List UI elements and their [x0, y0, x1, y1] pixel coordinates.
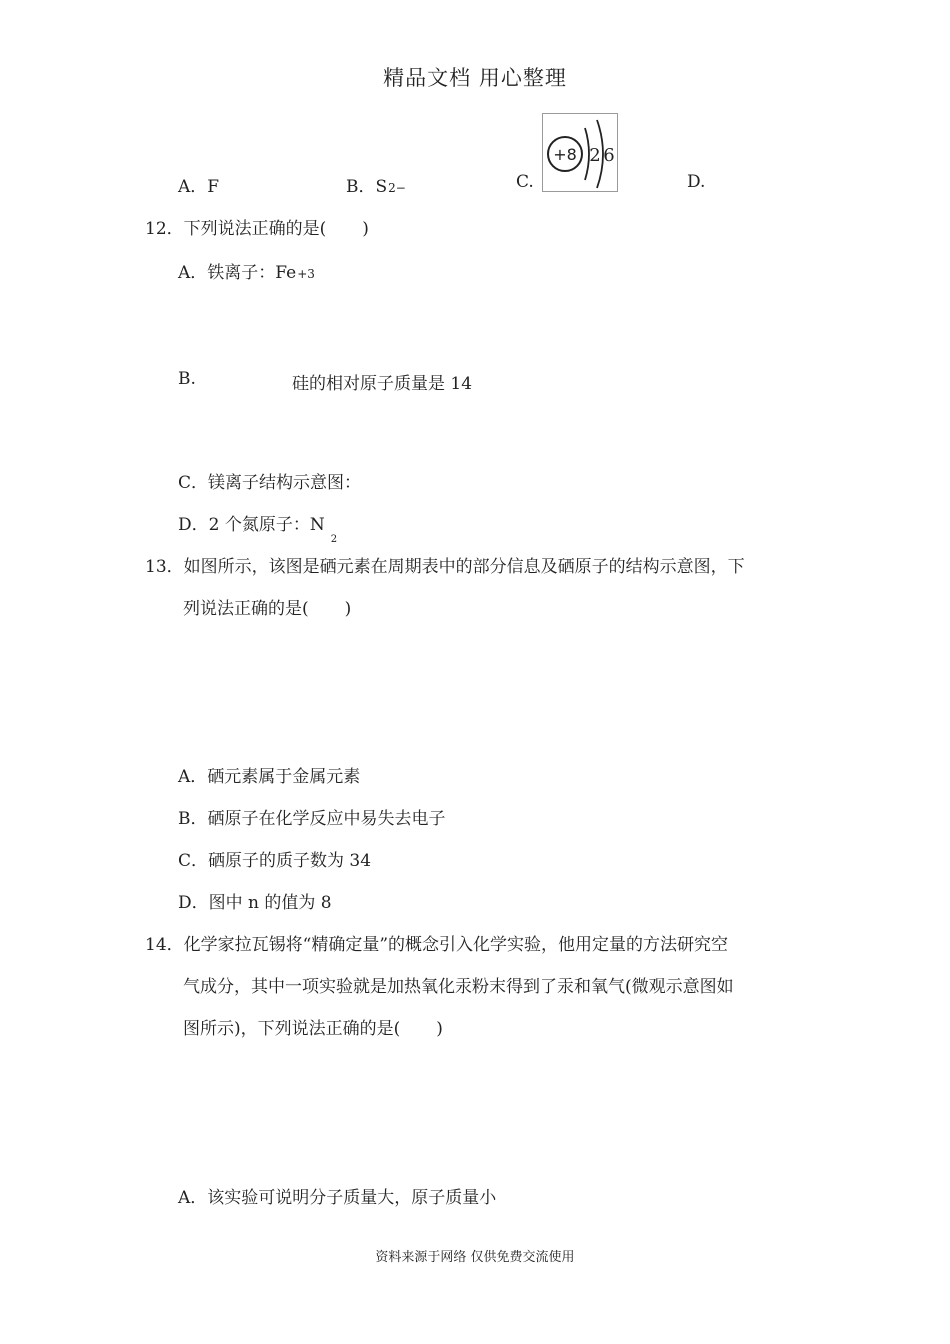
q13-stem-line1: 13．如图所示，该图是硒元素在周期表中的部分信息及硒原子的结构示意图，下 [145, 557, 745, 577]
q12-option-b-text: 硅的相对原子质量是 14 [292, 374, 473, 394]
q12-option-d [178, 510, 337, 545]
page-header-title: 精品文档 用心整理 [383, 66, 567, 90]
q13-option-c-text: C．硒原子的质子数为 34 [178, 851, 372, 871]
q14-stem-line2: 气成分，其中一项实验就是加热氧化汞粉末得到了汞和氧气(微观示意图如 [183, 977, 734, 997]
q13-option-b-text: B．硒原子在化学反应中易失去电子 [178, 809, 446, 829]
q14-stem-line3-text: 图所示)，下列说法正确的是( [183, 1019, 401, 1039]
oxygen-atom-structure-diagram [542, 113, 618, 192]
q12-option-a-text: A．铁离子：Fe [178, 263, 297, 283]
q13-option-a-text: A．硒元素属于金属元素 [178, 767, 361, 787]
q13-stem-line2-text: 列说法正确的是( [183, 599, 309, 619]
q14-stem-line3 [183, 1014, 443, 1039]
q13-stem-close-paren: ) [344, 599, 352, 619]
q12-option-a-charge: +3 [297, 267, 315, 281]
q11-option-a [178, 172, 219, 197]
q12-option-d-text: D．2 个氮原子：N [178, 515, 325, 535]
q12-stem-close-paren: ) [362, 219, 369, 239]
q12-option-c-text: C．镁离子结构示意图： [178, 473, 362, 493]
shell-1-electrons-text: 2 [589, 145, 601, 166]
q11-option-b [346, 172, 406, 197]
nucleus-charge-text: +8 [553, 145, 577, 164]
q14-stem-line1: 14．化学家拉瓦锡将“精确定量”的概念引入化学实验，他用定量的方法研究空 [145, 935, 729, 955]
q12-stem [145, 214, 369, 239]
q13-option-d-text: D．图中 n 的值为 8 [178, 893, 332, 913]
q11-option-a-text: A．F [178, 177, 220, 197]
q11-option-d-label: D. [687, 172, 706, 192]
q11-option-c-label: C. [516, 172, 534, 192]
shell-2-electrons-text: 6 [603, 145, 615, 166]
q14-stem-close-paren: ) [436, 1019, 443, 1039]
q14-option-a-text: A．该实验可说明分子质量大，原子质量小 [178, 1188, 497, 1208]
page-footer-text: 资料来源于网络 仅供免费交流使用 [375, 1250, 575, 1265]
q12-option-b-label: B. [178, 369, 196, 389]
q11-option-b-text: B．S [346, 177, 388, 197]
q12-option-a [178, 258, 315, 283]
q12-stem-text: 12．下列说法正确的是( [145, 219, 327, 239]
q12-option-d-subscript: 2 [330, 534, 338, 545]
q11-option-b-charge: 2− [388, 181, 406, 195]
q13-stem-line2 [183, 594, 351, 619]
